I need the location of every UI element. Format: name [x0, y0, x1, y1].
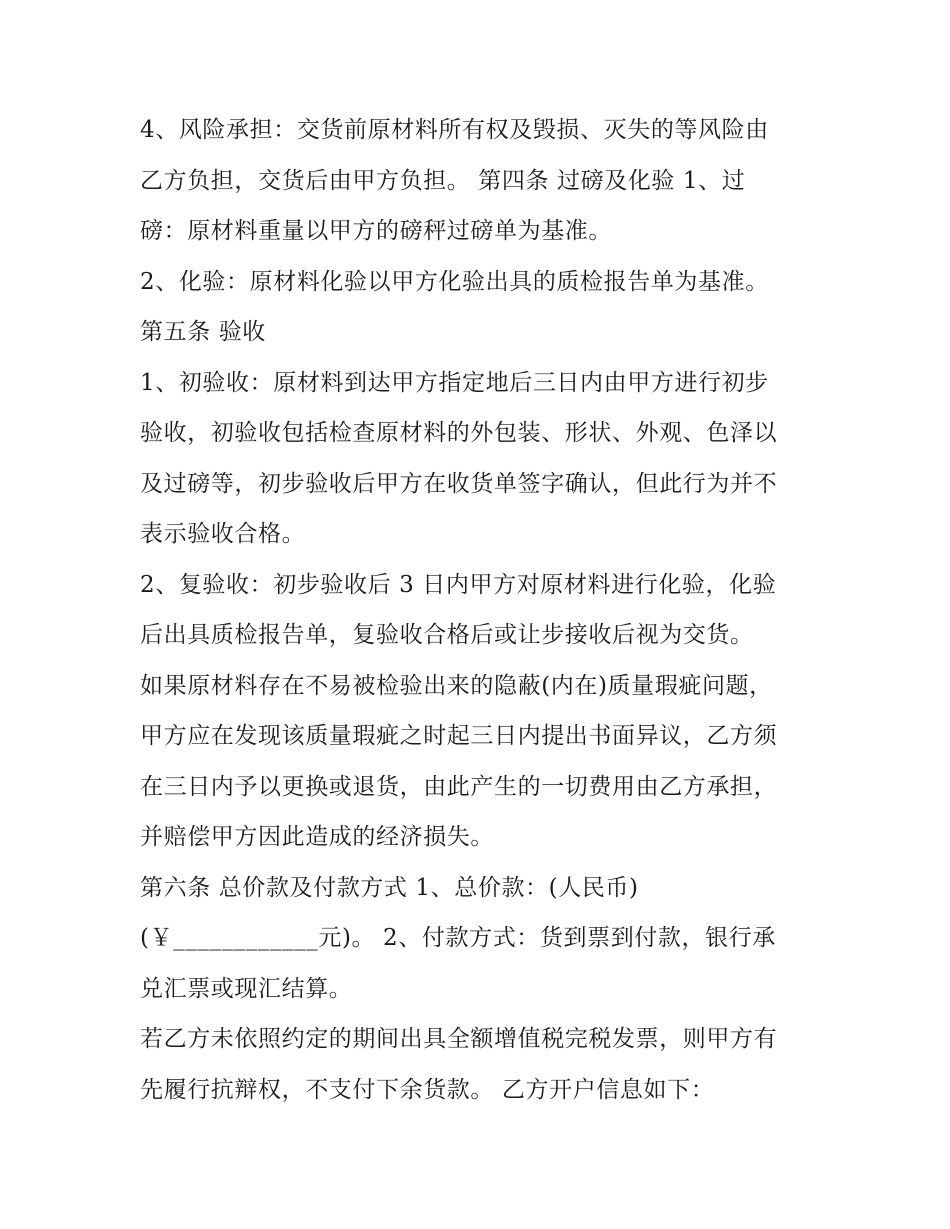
text-line: (￥____________元)。 2、付款方式：货到票到付款，银行承	[140, 925, 776, 951]
text-line: 2、复验收：初步验收后 3 日内甲方对原材料进行化验，化验	[140, 572, 777, 598]
text-line: 第六条 总价款及付款方式 1、总价款：(人民币)	[140, 875, 639, 901]
text-line: 先履行抗辩权，不支付下余货款。 乙方开户信息如下：	[140, 1077, 715, 1103]
text-line: 2、化验：原材料化验以甲方化验出具的质检报告单为基准。	[140, 269, 769, 295]
text-line: 验收，初验收包括检查原材料的外包装、形状、外观、色泽以	[140, 420, 778, 446]
text-line: 1、初验收：原材料到达甲方指定地后三日内由甲方进行初步	[140, 370, 769, 396]
text-line: 并赔偿甲方因此造成的经济损失。	[140, 824, 494, 850]
text-line: 磅：原材料重量以甲方的磅秤过磅单为基准。	[140, 218, 612, 244]
text-line: 及过磅等，初步验收后甲方在收货单签字确认，但此行为并不	[140, 471, 778, 497]
text-line: 如果原材料存在不易被检验出来的隐蔽(内在)质量瑕疵问题，	[140, 673, 773, 699]
text-line: 表示验收合格。	[140, 521, 306, 547]
text-line: 若乙方未依照约定的期间出具全额增值税完税发票，则甲方有	[140, 1026, 778, 1052]
text-line: 甲方应在发现该质量瑕疵之时起三日内提出书面异议，乙方须	[140, 723, 778, 749]
section-heading: 第五条 验收	[140, 319, 266, 345]
text-line: 后出具质检报告单，复验收合格后或让步接收后视为交货。	[140, 622, 754, 648]
text-line: 4、风险承担：交货前原材料所有权及毁损、灭失的等风险由	[140, 117, 769, 143]
text-line: 乙方负担，交货后由甲方负担。 第四条 过磅及化验 1、过	[140, 168, 746, 194]
text-line: 在三日内予以更换或退货，由此产生的一切费用由乙方承担，	[140, 774, 778, 800]
text-line: 兑汇票或现汇结算。	[140, 976, 353, 1002]
